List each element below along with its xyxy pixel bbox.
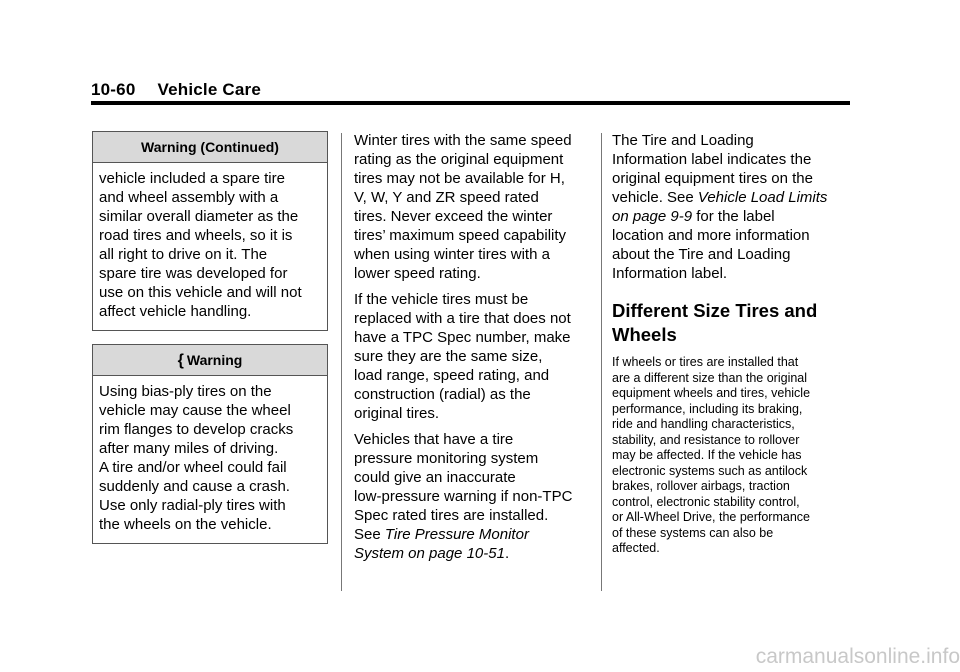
text-line: may be affected. If the vehicle has: [612, 448, 802, 462]
warning-line: vehicle included a spare tire: [99, 170, 285, 187]
header-rule: [91, 101, 850, 105]
warning-line: vehicle may cause the wheel: [99, 402, 291, 419]
subheading-line: Wheels: [612, 324, 677, 345]
warning-line: all right to drive on it. The: [99, 246, 268, 263]
text-line: If the vehicle tires must be: [354, 291, 529, 308]
warning-line: rim flanges to develop cracks: [99, 421, 294, 438]
text-line: tires may not be available for H,: [354, 170, 565, 187]
text-line: affected.: [612, 541, 660, 555]
paragraph-tpc-spec: [354, 290, 599, 423]
text-line: original tires.: [354, 405, 440, 422]
section-title: Vehicle Care: [157, 80, 262, 99]
text-line: Information label indicates the: [612, 151, 812, 168]
text-line: construction (radial) as the: [354, 386, 531, 403]
text-line: are a different size than the original: [612, 370, 808, 385]
text-line: V, W, Y and ZR speed rated: [354, 189, 539, 206]
text-line: tires’ maximum speed capability: [354, 227, 567, 244]
warning-line: and wheel assembly with a: [99, 189, 279, 206]
warning-line: Using bias-ply tires on the: [99, 383, 272, 400]
column-divider-right: [601, 133, 602, 591]
paragraph-winter-tires: [354, 131, 599, 283]
warning-line: suddenly and cause a crash.: [99, 478, 290, 495]
text-line: sure they are the same size,: [354, 348, 543, 365]
text-line: control, electronic stability control,: [612, 494, 800, 509]
warning-bias-header: [93, 345, 327, 376]
warning-line: Use only radial-ply tires with: [99, 497, 286, 514]
text-line: vehicle. See: [612, 189, 698, 206]
paragraph-pressure-monitoring: [354, 430, 599, 563]
warning-bias-body: [93, 376, 327, 543]
warning-continued-body: [93, 163, 327, 330]
subheading-different-size-tires: [612, 299, 852, 347]
page-header: [91, 80, 261, 100]
warning-line: A tire and/or wheel could fail: [99, 459, 287, 476]
text-line: ride and handling characteristics,: [612, 417, 795, 431]
text-line: replaced with a tire that does not: [354, 310, 571, 327]
warning-line: use on this vehicle and will not: [99, 284, 302, 301]
text-line: equipment wheels and tires, vehicle: [612, 386, 811, 400]
text-line: performance, including its braking,: [612, 401, 803, 416]
text-line: load range, speed rating, and: [354, 367, 550, 384]
text-line: If wheels or tires are installed that: [612, 355, 799, 369]
text-line: rating as the original equipment: [354, 151, 564, 168]
text-line: have a TPC Spec number, make: [354, 329, 571, 346]
text-line: stability, and resistance to rollover: [612, 432, 800, 447]
text-line: when using winter tires with a: [354, 246, 550, 263]
warning-line: after many miles of driving.: [99, 440, 279, 457]
text-line: Winter tires with the same speed: [354, 132, 572, 149]
right-column: [612, 131, 852, 564]
text-line: tires. Never exceed the winter: [354, 208, 553, 225]
warning-bias-box: [92, 344, 328, 544]
cross-reference-link[interactable]: Vehicle Load Limits: [697, 189, 828, 206]
text-period: .: [504, 545, 510, 562]
text-line: The Tire and Loading: [612, 132, 754, 149]
middle-column: [354, 131, 599, 570]
text-line: could give an inaccurate: [354, 469, 516, 486]
text-line: Spec rated tires are installed.: [354, 507, 549, 524]
text-line: about the Tire and Loading: [612, 246, 791, 263]
cross-reference-link[interactable]: System on page 10-51: [354, 545, 505, 562]
warning-line: similar overall diameter as the: [99, 208, 299, 225]
text-line: Vehicles that have a tire: [354, 431, 514, 448]
column-divider-left: [341, 133, 342, 591]
cross-reference-link[interactable]: on page 9-9: [612, 208, 693, 225]
text-line: original equipment tires on the: [612, 170, 813, 187]
text-line: for the label: [692, 208, 775, 225]
watermark: carmanualsonline.info: [755, 645, 960, 668]
warning-bias-title: Warning: [186, 352, 243, 368]
text-line: or All-Wheel Drive, the performance: [612, 510, 810, 524]
warning-line: the wheels on the vehicle.: [99, 516, 272, 533]
warning-continued-box: [92, 131, 328, 331]
paragraph-tire-loading-label: [612, 131, 852, 283]
text-line: pressure monitoring system: [354, 450, 539, 467]
paragraph-different-size: [612, 355, 852, 557]
text-line: electronic systems such as antilock: [612, 463, 808, 478]
text-line: brakes, rollover airbags, traction: [612, 479, 790, 493]
text-line: location and more information: [612, 227, 810, 244]
text-line: of these systems can also be: [612, 525, 774, 540]
subheading-line: Different Size Tires and: [612, 300, 818, 321]
text-line: lower speed rating.: [354, 265, 481, 282]
warning-line: road tires and wheels, so it is: [99, 227, 293, 244]
page-number: 10-60: [91, 80, 136, 99]
cross-reference-link[interactable]: Tire Pressure Monitor: [384, 526, 529, 543]
warning-line: affect vehicle handling.: [99, 303, 252, 320]
text-line: Information label.: [612, 265, 728, 282]
text-line: low-pressure warning if non-TPC: [354, 488, 573, 505]
warning-line: spare tire was developed for: [99, 265, 288, 282]
text-see: See: [354, 526, 385, 543]
warning-icon: {: [177, 352, 184, 369]
warning-continued-title: Warning (Continued): [93, 132, 327, 163]
